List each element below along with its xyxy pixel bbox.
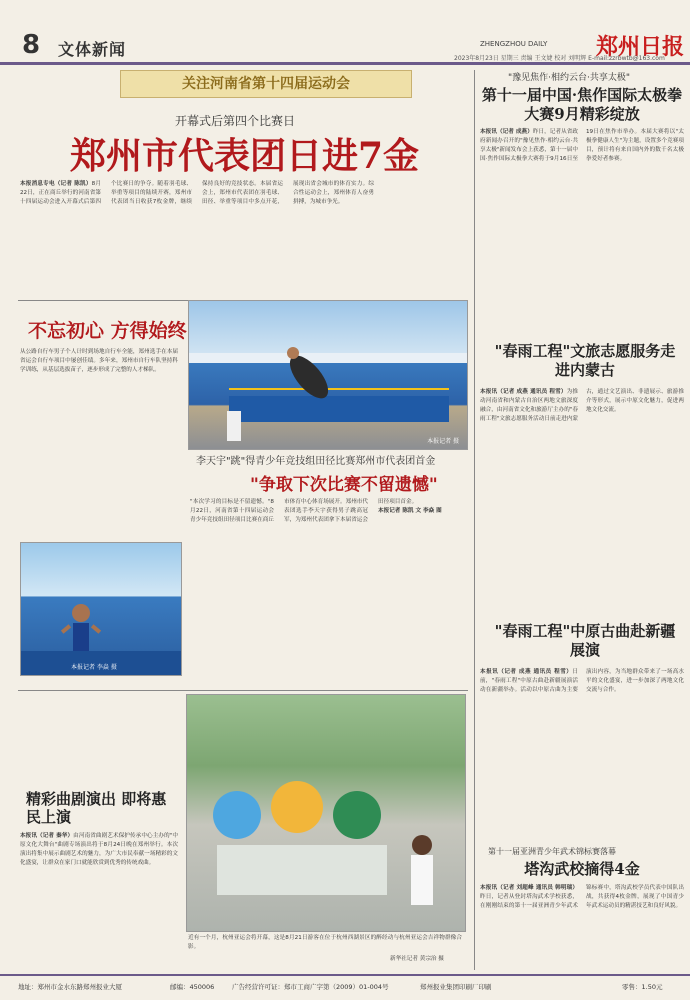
lead-kicker: 开幕式后第四个比赛日	[175, 114, 296, 128]
high-jump-photo-art	[189, 301, 467, 449]
feature-headline: "争取下次比赛不留遗憾"	[250, 475, 438, 495]
volunteer-headline: "春雨工程"文旅志愿服务走进内蒙古	[494, 342, 676, 379]
mascot-photo-art	[187, 695, 465, 931]
wushu-byline: 本报讯（记者 刘超峰 通讯员 韩明瑞）	[480, 885, 578, 891]
paper-logo: 郑州日报	[596, 34, 685, 60]
volunteer-byline: 本报讯（记者 成燕 通讯员 程雪）	[480, 389, 567, 395]
wushu-headline: 塔沟武校摘得4金	[524, 860, 640, 878]
lead-text: 8月22日，正在商丘举行的河南省第十四届运动会进入开幕式后第四个比赛日的争夺。随着羽毛球、举重等项目的陆续开赛，郑州市代表团当日收获7枚金牌，继续保持良好的竞技状态。本届省运会上，郑州市代表团在羽毛球、田径、举重等项目中多点开花，展现出省会城市的体育实力。综合性运动会上，郑州体育人奋勇拼搏，为城市争光。	[20, 181, 374, 205]
opera-headline: 精彩曲剧演出 即将惠民上演	[26, 790, 167, 826]
sidebar-headline: 不忘初心 方得始终	[28, 320, 187, 342]
feature-byline: 本报记者 陈凯 文 李焱 图	[378, 508, 442, 514]
photo1-caption: 本报记者 摄	[427, 438, 459, 445]
footer	[0, 974, 690, 1000]
mid-divider	[18, 690, 468, 691]
photo3-credit: 新华社记者 黄宗治 摄	[390, 956, 444, 962]
athlete-photo-art	[21, 543, 181, 675]
taichi-text: 昨日，记者从省政府新闻办召开的"豫见焦作·相约云台·共享太极"新闻发布会上获悉，第十一届中国·焦作国际太极拳大赛将于9月16日至19日在焦作市举办。本届大赛将以"太极拳健康人生"为主题，设置多个竞赛项目，预计将有来自国内外的数千名太极拳爱好者参赛。	[480, 129, 684, 162]
wushu-body	[480, 884, 684, 968]
volunteer-text: 为推动河南省和内蒙古自治区两地文旅深度融合，由河南省文化和旅游厅主办的"春雨工程"文旅志愿服务活动日前走进内蒙古，通过文艺演出、非遗展示、旅游推介等形式，展示中原文化魅力，促进两地文化交流。	[480, 389, 684, 422]
opera-body	[20, 832, 178, 967]
footer-license: 广告经营许可证：郑市工商广字第（2009）01-004号	[232, 983, 389, 991]
paper-english-name: ZHENGZHOU DAILY	[480, 40, 548, 48]
taichi-body	[480, 128, 684, 336]
lead-headline: 郑州市代表团日进7金	[70, 135, 420, 177]
topic-banner: 关注河南省第十四届运动会	[120, 70, 412, 98]
taichi-byline: 本报讯（记者 成燕）	[480, 129, 533, 135]
lead-byline: 本报消息专电（记者 陈凯）	[20, 181, 92, 187]
photo2-caption: 本报记者 李焱 摄	[71, 664, 117, 671]
wushu-kicker: 第十一届亚洲青少年武术锦标赛落幕	[488, 847, 616, 856]
ancient-music-headline: "春雨工程"中原古曲赴新疆展演	[494, 622, 676, 659]
photo3-caption: 近有一个月，杭州亚运会将开幕，这是8月21日游客在位于杭州西湖景区的醉经动与杭州亚运会吉祥物群像合影。	[188, 935, 462, 950]
athlete-photo	[20, 542, 182, 676]
header-rule	[0, 62, 690, 65]
page-number: 8	[22, 30, 41, 60]
footer-postcode: 邮编：450006	[170, 983, 215, 991]
volunteer-body	[480, 388, 684, 608]
feature-body	[190, 498, 462, 686]
wushu-text: 昨日，记者从登封塔沟武术学校获悉，在刚刚结束的第十一届亚洲青少年武术锦标赛中，塔沟武校学员代表中国队出战，共获得4枚金牌，展现了中国青少年武术运动员的精湛技艺和良好风貌。	[480, 885, 684, 909]
opera-byline: 本报讯（记者 秦华）	[20, 833, 74, 839]
lead-body	[20, 180, 465, 292]
ancient-music-byline: 本报讯（记者 成燕 通讯员 程雪）	[480, 669, 573, 675]
taichi-headline: 第十一届中国·焦作国际太极拳大赛9月精彩绽放	[481, 86, 683, 123]
footer-printer: 郑州报业集团印刷厂印刷	[420, 983, 492, 991]
footer-price: 零售：1.50元	[622, 983, 663, 991]
section-name: 文体新闻	[58, 40, 127, 59]
footer-address: 地址：郑州市金水东路郑州报业大厦	[18, 983, 122, 991]
ancient-music-text: 日前，"春雨工程"中原古曲赴新疆展演活动在新疆举办。活动以中原古曲为主要演出内容，为当地群众带来了一场高水平的文化盛宴，进一步加深了两地文化交流与合作。	[480, 669, 684, 693]
feature-kicker: 李天宇"跳"得青少年竞技组田径比赛郑州市代表团首金	[196, 456, 436, 467]
ancient-music-body	[480, 668, 684, 836]
high-jump-photo	[188, 300, 468, 450]
opera-text: 由河南省曲剧艺术保护传承中心主办的"中原文化大舞台"曲剧专场演出将于8月24日晚在郑州举行。本次演出将集中展示曲剧艺术的魅力，为广大市民奉献一场精彩的文化盛宴，让群众在家门口就能欣赏到优秀的传统戏曲。	[20, 833, 178, 866]
taichi-kicker: "豫见焦作·相约云台·共享太极"	[508, 73, 631, 83]
column-rule	[474, 70, 475, 970]
sidebar-body: 从公路自行车男子个人计时到场地自行车全能，郑州选手在本届省运会自行车项目中屡创佳绩。多年来，郑州市自行车队坚持科学训练，从基层选拔苗子，逐步形成了完整的人才梯队。	[20, 349, 178, 373]
feature-text: "本次学习的目标是不留遗憾。"8月22日，河南省第十四届运动会青少年竞技组田径项目比赛在商丘市体育中心体育场展开。郑州市代表团选手李天宇获得男子跳高冠军，为郑州代表团拿下本届省运会田径项目首金。	[190, 499, 418, 523]
date-line: 2023年8月23日 星期三 责编 王文婕 校对 刘明辉 E-mail:zzrbwtb@163.com	[454, 55, 665, 62]
mascot-photo	[186, 694, 466, 932]
